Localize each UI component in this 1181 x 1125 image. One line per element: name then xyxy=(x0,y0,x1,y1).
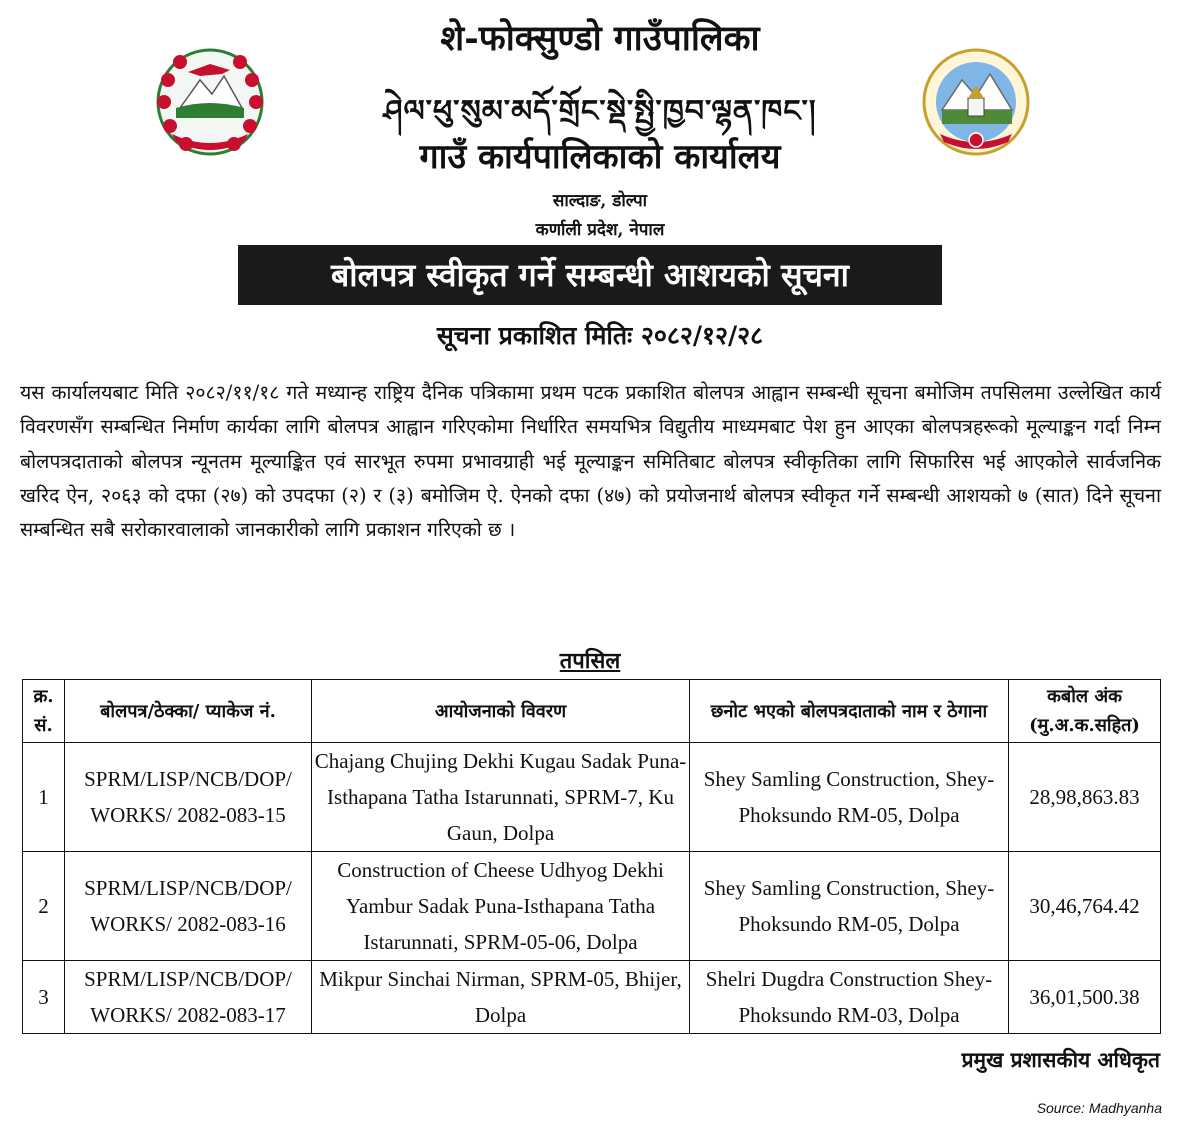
table-row xyxy=(23,743,1161,852)
col-header-sn: क्र. सं. xyxy=(23,680,65,743)
col-header-project: आयोजनाको विवरण xyxy=(312,680,690,743)
row-bidder: Shey Samling Construction, Shey-Phoksundo RM-05, Dolpa xyxy=(690,852,1009,961)
notice-body-text: यस कार्यालयबाट मिति २०८२/११/१८ गते मध्यान्ह राष्ट्रिय दैनिक पत्रिकामा प्रथम पटक प्रकाशित बोलपत्र आह्वान सम्बन्धी सूचना बमोजिम तपसिलमा उल्लेखित कार्य विवरणसँग सम्बन्धित निर्माण कार्यका लागि बोलपत्र आह्वान गरिएकोमा निर्धारित समयभित्र विद्युतीय माध्यमबाट पेश हुन आएका बोलपत्रहरूको मूल्याङ्कन गर्दा निम्न बोलपत्रदाताको बोलपत्र न्यूनतम मूल्याङ्कित एवं सारभूत रुपमा प्रभावग्राही भई मूल्याङ्कन समितिबाट बोलपत्र स्वीकृतिका लागि सिफारिस भई आएकोले सार्वजनिक खरिद ऐन, २०६३ को दफा (२७) को उपदफा (२) र (३) बमोजिम ऐ. ऐनको दफा (४७) को प्रयोजनार्थ बोलपत्र स्वीकृत गर्ने सम्बन्धी आशयको ७ (सात) दिने सूचना सम्बन्धित सबै सरोकारवालाको जानकारीको लागि प्रकाशन गरिएको छ । xyxy=(20,381,1161,542)
row-sn: 3 xyxy=(23,961,65,1034)
table-row xyxy=(23,852,1161,961)
address-line-1: साल्दाङ, डोल्पा xyxy=(552,191,648,211)
row-package: SPRM/LISP/NCB/DOP/ WORKS/ 2082-083-17 xyxy=(65,961,312,1034)
col-header-amount xyxy=(1009,680,1161,743)
row-package: SPRM/LISP/NCB/DOP/ WORKS/ 2082-083-16 xyxy=(65,852,312,961)
table-row xyxy=(23,961,1161,1034)
address-line-2: कर्णाली प्रदेश, नेपाल xyxy=(535,220,665,240)
col-header-bidder: छनोट भएको बोलपत्रदाताको नाम र ठेगाना xyxy=(690,680,1009,743)
publish-date: सूचना प्रकाशित मितिः २०८२/१२/२८ xyxy=(436,321,764,350)
col-header-amount-label: कबोल अंक (मु.अ.क.सहित) xyxy=(1029,686,1140,736)
row-sn: 2 xyxy=(23,852,65,961)
row-bidder: Shey Samling Construction, Shey-Phoksundo RM-05, Dolpa xyxy=(690,743,1009,852)
org-title: शे-फोक्सुण्डो गाउँपालिका xyxy=(440,18,760,59)
org-title-tibetan: ཤེལ་ཕུ་སུམ་མདོ་གྲོང་སྡེ་སྤྱི་ཁྱབ་ལྷན་ཁང་། xyxy=(383,94,817,129)
row-amount: 28,98,863.83 xyxy=(1009,743,1161,852)
row-project: Mikpur Sinchai Nirman, SPRM-05, Bhijer, Dolpa xyxy=(312,961,690,1034)
table-heading: तपसिल xyxy=(559,648,621,674)
row-project: Construction of Cheese Udhyog Dekhi Yambur Sadak Puna-Isthapana Tatha Istarunnati, SPRM-05-06, Dolpa xyxy=(312,852,690,961)
row-package: SPRM/LISP/NCB/DOP/ WORKS/ 2082-083-15 xyxy=(65,743,312,852)
row-amount: 36,01,500.38 xyxy=(1009,961,1161,1034)
tender-table xyxy=(22,679,1161,1034)
notice-title: बोलपत्र स्वीकृत गर्ने सम्बन्धी आशयको सूचना xyxy=(331,256,849,294)
col-header-package: बोलपत्र/ठेक्का/ प्याकेज नं. xyxy=(65,680,312,743)
row-bidder: Shelri Dugdra Construction Shey-Phoksundo RM-03, Dolpa xyxy=(690,961,1009,1034)
row-sn: 1 xyxy=(23,743,65,852)
office-title: गाउँ कार्यपालिकाको कार्यालय xyxy=(419,137,781,177)
table-header-row xyxy=(23,680,1161,743)
row-amount: 30,46,764.42 xyxy=(1009,852,1161,961)
row-project: Chajang Chujing Dekhi Kugau Sadak Puna-Isthapana Tatha Istarunnati, SPRM-7, Ku Gaun, Dolpa xyxy=(312,743,690,852)
notice-title-banner xyxy=(238,245,942,305)
source-credit: Source: Madhyanha xyxy=(1036,1100,1162,1116)
signature-title: प्रमुख प्रशासकीय अधिकृत xyxy=(961,1047,1160,1072)
